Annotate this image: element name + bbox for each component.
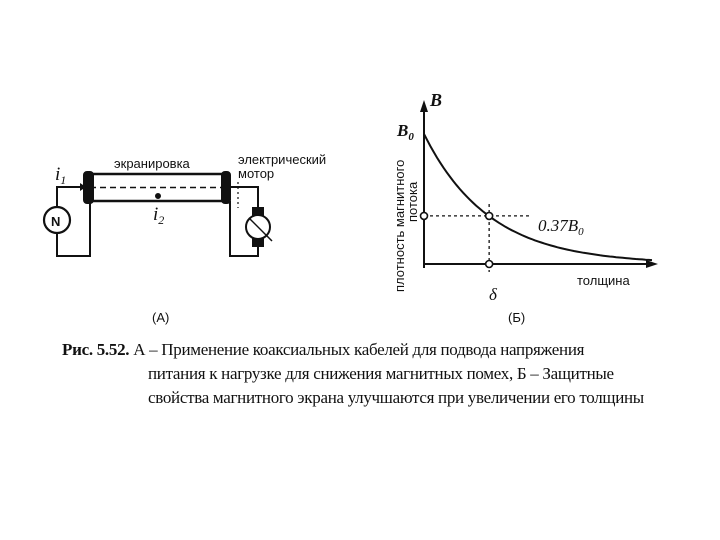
current-2-label: $i_2$ xyxy=(153,204,165,227)
wire-left-top xyxy=(57,187,84,206)
x-axis-label: толщина xyxy=(577,273,630,288)
motor-brush-bottom xyxy=(253,239,263,246)
shield-label: экранировка xyxy=(114,156,190,171)
series-line xyxy=(424,134,652,260)
motor-label-line2: мотор xyxy=(238,166,275,181)
y-axis-symbol: B xyxy=(430,90,443,110)
coax-left-cap xyxy=(84,172,93,203)
figure-caption xyxy=(62,338,702,410)
point-037-label: $0.37B_0$ xyxy=(538,216,584,238)
marker-delta-axis xyxy=(486,261,493,268)
current-1-label: $i_1$ xyxy=(55,164,67,187)
current-2-marker xyxy=(156,194,160,198)
b0-label: $B_0$ xyxy=(397,121,414,143)
wire-right-top xyxy=(230,187,258,208)
marker-037-axis xyxy=(421,212,428,219)
wire-left-bottom xyxy=(57,201,90,256)
chart-flux-vs-thickness xyxy=(420,100,658,272)
caption-line1: А – Применение коаксиальных кабелей для подвода напряжения xyxy=(133,340,585,359)
svg-text:потока: потока xyxy=(405,181,420,222)
marker-delta-curve xyxy=(486,212,493,219)
panel-b-label: (Б) xyxy=(508,310,526,325)
caption-line3: свойства магнитного экрана улучшаются при увеличении его толщины xyxy=(148,388,644,407)
motor-label-line1: электрический xyxy=(238,152,327,167)
ac-source-symbol: N xyxy=(51,214,61,229)
svg-text:плотность магнитного: плотность магнитного xyxy=(392,159,407,292)
y-axis-label xyxy=(392,160,420,292)
caption-number: Рис. 5.52. xyxy=(62,340,130,359)
motor-brush-top xyxy=(253,208,263,215)
coax-right-cap xyxy=(222,172,230,203)
caption-line2: питания к нагрузке для снижения магнитных помех, Б – Защитные xyxy=(148,364,614,383)
panel-a-label: (A) xyxy=(152,310,170,325)
delta-tick-label: δ xyxy=(489,285,497,304)
